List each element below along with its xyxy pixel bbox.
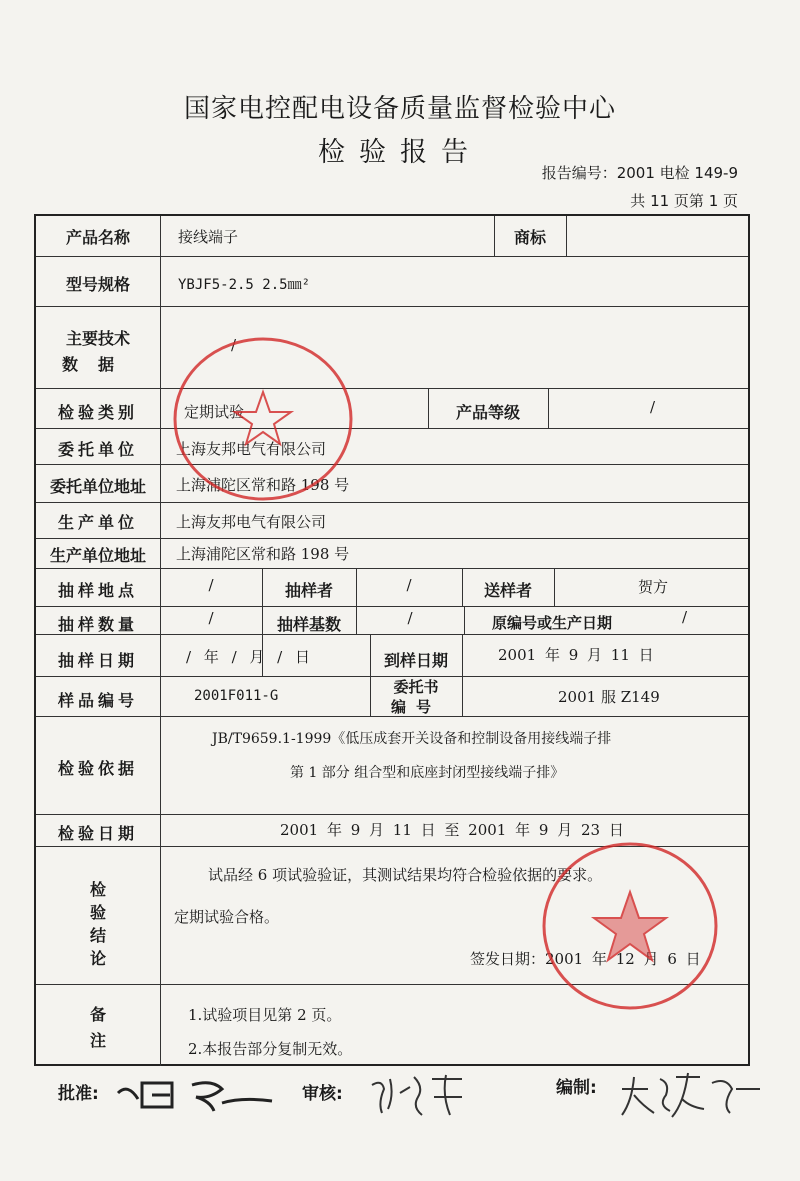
compile-signature: [616, 1069, 766, 1123]
signature-row: [0, 1075, 800, 1125]
conclusion-line-1: 试品经 6 项试验验证，其测试结果均符合检验依据的要求。: [208, 866, 603, 884]
compile-label: 编制:: [556, 1078, 597, 1098]
conclusion-label-char: 检: [89, 880, 106, 899]
report-subtitle: 检验报告: [318, 137, 482, 168]
sampler-value: /: [406, 576, 412, 594]
tech-value: /: [231, 336, 237, 354]
tech-label-2: 数据: [61, 355, 134, 374]
row-divider: [36, 256, 748, 257]
inspection-date-label: 检验日期: [57, 824, 138, 843]
client-address-value: 上海浦陀区常和路 198 号: [176, 476, 350, 494]
review-label: 审核:: [302, 1084, 343, 1104]
sample-number-label: 样品编号: [57, 691, 138, 710]
row-divider: [36, 502, 748, 503]
order-label-1: 委托书: [393, 678, 439, 696]
row-divider: [36, 388, 748, 389]
inspection-seal-top: [168, 334, 358, 504]
conclusion-label-char: 验: [89, 903, 106, 922]
report-number: 报告编号：2001 电检 149-9: [541, 164, 738, 182]
column-divider: [548, 388, 549, 428]
client-address-label: 委托单位地址: [49, 477, 146, 496]
order-label-2: 编号: [390, 698, 441, 716]
model-value: YBJF5-2.5 2.5㎜²: [178, 277, 311, 293]
column-divider: [160, 216, 161, 1066]
row-divider: [36, 606, 748, 607]
row-divider: [36, 538, 748, 539]
conclusion-line-2: 定期试验合格。: [174, 908, 280, 926]
producer-address-value: 上海浦陀区常和路 198 号: [176, 545, 350, 563]
page-count: 共 11 页第 1 页: [630, 192, 738, 210]
row-divider: [36, 464, 748, 465]
row-divider: [36, 814, 748, 815]
sampler-label: 抽样者: [284, 581, 333, 600]
approve-signature: [112, 1075, 282, 1115]
sample-quantity-value: /: [208, 609, 214, 627]
conclusion-label: [36, 878, 160, 970]
approve-label: 批准:: [58, 1084, 99, 1104]
product-name-label: 产品名称: [65, 228, 130, 247]
sample-base-value: /: [407, 609, 413, 627]
basis-line-2: 第 1 部分 组合型和底座封闭型接线端子排》: [290, 765, 565, 781]
original-number-label: 原编号或生产日期: [491, 614, 612, 632]
column-divider: [462, 634, 463, 716]
sample-quantity-label: 抽样数量: [57, 615, 138, 634]
remarks-label: [36, 1002, 160, 1054]
remark-line-2: 2.本报告部分复制无效。: [188, 1040, 353, 1058]
sender-label: 送样者: [483, 581, 532, 600]
remark-line-1: 1.试验项目见第 2 页。: [188, 1006, 342, 1024]
sender-value: 贺方: [637, 578, 668, 596]
client-label: 委托单位: [57, 440, 138, 459]
original-number-value: /: [682, 608, 688, 626]
inspection-date-value: 2001 年 9 月 11 日 至 2001 年 9 月 23 日: [280, 821, 624, 839]
producer-address-label: 生产单位地址: [49, 546, 146, 565]
issue-date: 签发日期：2001 年 12 月 6 日: [470, 950, 701, 968]
sample-date-value: / 年 / 月 / 日: [186, 648, 311, 666]
basis-line-1: JB/T9659.1-1999《低压成套开关设备和控制设备用接线端子排: [212, 731, 612, 747]
remarks-label-char: 备: [89, 1005, 106, 1024]
product-name-value: 接线端子: [178, 228, 239, 246]
conclusion-label-char: 论: [89, 949, 106, 968]
sample-base-label: 抽样基数: [276, 615, 341, 634]
model-label: 型号规格: [65, 275, 130, 294]
tech-label-1: 主要技术: [65, 329, 130, 348]
sample-place-label: 抽样地点: [57, 581, 138, 600]
column-divider: [566, 216, 567, 256]
client-value: 上海友邦电气有限公司: [176, 440, 327, 458]
category-value: 定期试验: [184, 403, 245, 421]
remarks-label-char: 注: [89, 1031, 106, 1050]
grade-value: /: [650, 398, 656, 416]
row-divider: [36, 428, 748, 429]
category-label: 检验类别: [57, 403, 138, 422]
producer-label: 生产单位: [57, 513, 138, 532]
sample-place-value: /: [208, 576, 214, 594]
producer-value: 上海友邦电气有限公司: [176, 513, 327, 531]
order-number-value: 2001 服 Z149: [558, 688, 660, 706]
grade-label: 产品等级: [455, 403, 520, 422]
sample-date-label: 抽样日期: [57, 651, 138, 670]
review-signature: [366, 1071, 476, 1121]
row-divider: [36, 568, 748, 569]
report-title: 国家电控配电设备质量监督检验中心: [183, 94, 616, 124]
brand-label: 商标: [513, 228, 546, 247]
conclusion-label-char: 结: [89, 926, 106, 945]
basis-label: 检验依据: [57, 759, 138, 778]
arrival-date-label: 到样日期: [383, 651, 448, 670]
inspection-seal-bottom: [540, 840, 720, 1012]
arrival-date-value: 2001 年 9 月 11 日: [498, 646, 654, 664]
row-divider: [36, 306, 748, 307]
sample-number-value: 2001F011-G: [194, 688, 279, 704]
